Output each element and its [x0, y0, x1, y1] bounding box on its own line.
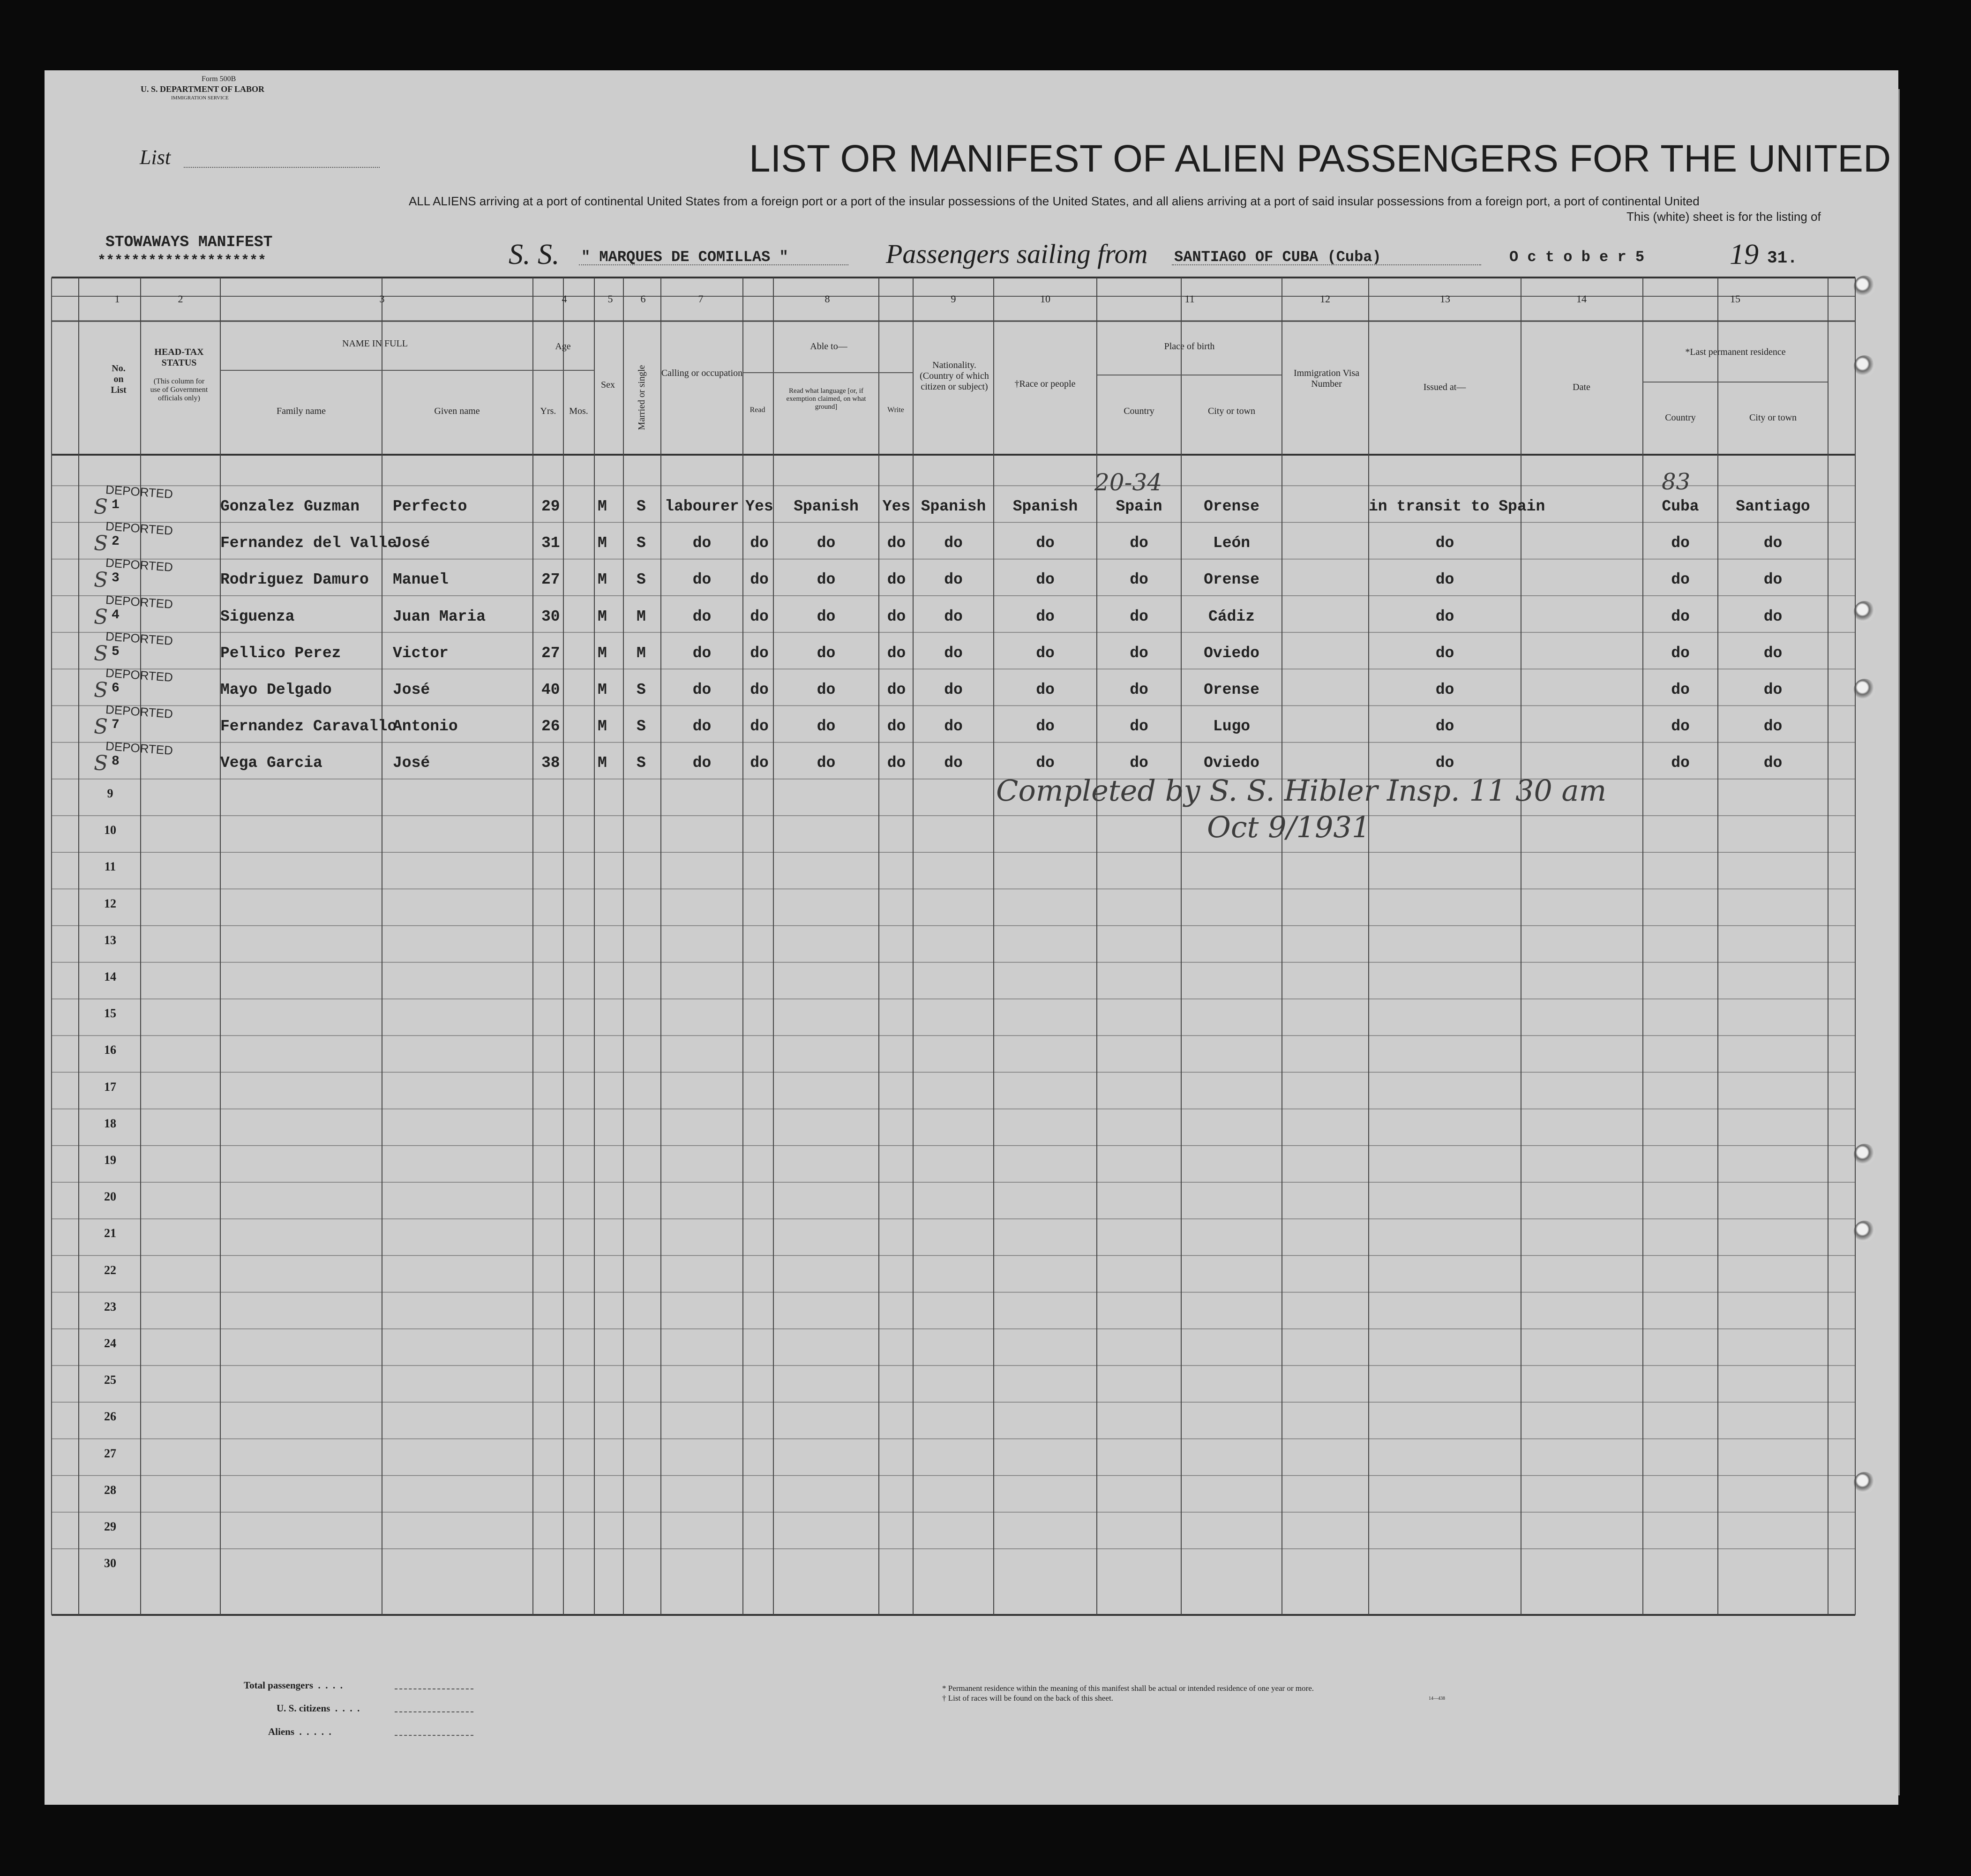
- row-number: 17: [104, 1080, 116, 1094]
- completed-date-note: Oct 9/1931: [1207, 810, 1371, 844]
- row-number: 2: [112, 534, 120, 549]
- column-number: 7: [698, 293, 704, 305]
- cell-res-country: do: [1671, 571, 1690, 589]
- cell-given: Antonio: [393, 718, 458, 735]
- header-nationality: Nationality. (Country of which citizen or subject): [920, 360, 989, 392]
- row-number: 6: [112, 681, 120, 696]
- cell-read: do: [750, 644, 769, 662]
- column-number: 14: [1576, 293, 1587, 305]
- cell-write: do: [887, 644, 906, 662]
- cell-ms: S: [637, 571, 646, 589]
- header-date: Date: [1573, 382, 1590, 392]
- cell-occupation: do: [692, 681, 712, 698]
- handwritten-mark: S: [94, 751, 108, 776]
- cell-write: do: [887, 608, 906, 625]
- cell-family: Fernandez Caravallo: [220, 718, 397, 735]
- cell-family: Fernandez del Valle: [220, 534, 397, 552]
- column-number: 4: [562, 293, 567, 305]
- cell-occupation: do: [692, 534, 712, 552]
- cell-language: do: [817, 608, 836, 625]
- header-sex: Sex: [601, 380, 615, 390]
- header-age: Age: [555, 341, 571, 352]
- departure-date: O c t o b e r 5: [1509, 248, 1645, 266]
- cell-language: do: [817, 534, 836, 552]
- column-number: 13: [1440, 293, 1450, 305]
- deported-stamp: DEPORTED: [105, 555, 173, 575]
- cell-nationality: do: [944, 608, 963, 625]
- row-number: 5: [112, 644, 120, 659]
- deported-stamp: DEPORTED: [105, 702, 173, 721]
- cell-read: do: [750, 681, 769, 698]
- row-number: 28: [104, 1483, 116, 1497]
- cell-read: do: [750, 571, 769, 589]
- cell-sex: M: [598, 754, 607, 772]
- handwritten-note: 83: [1662, 469, 1691, 495]
- column-number: 1: [114, 293, 120, 305]
- cell-race: Spanish: [1012, 498, 1078, 515]
- header-calling: Calling or occupation: [661, 368, 743, 378]
- header-given-name: Given name: [434, 406, 480, 416]
- cell-res-city: do: [1763, 718, 1783, 735]
- cell-city: Lugo: [1213, 718, 1251, 735]
- row-number: 23: [104, 1299, 116, 1313]
- cell-country: Spain: [1116, 498, 1162, 515]
- manifest-title: LIST OR MANIFEST OF ALIEN PASSENGERS FOR THE UNITED: [749, 137, 1891, 180]
- cell-write: do: [887, 754, 906, 772]
- cell-country: do: [1130, 644, 1148, 662]
- row-number: 22: [104, 1263, 116, 1277]
- cell-read: Yes: [745, 498, 773, 515]
- deported-stamp: DEPORTED: [105, 592, 173, 611]
- row-number: 14: [104, 970, 116, 983]
- row-number: 29: [104, 1520, 116, 1533]
- row-number: 1: [112, 498, 120, 512]
- row-number: 21: [104, 1226, 116, 1240]
- row-number: 12: [104, 896, 116, 910]
- header-no-on-list: No. on List: [111, 363, 127, 395]
- row-number: 19: [104, 1153, 116, 1167]
- cell-city: Orense: [1204, 681, 1259, 698]
- cell-res-country: Cuba: [1662, 498, 1699, 515]
- header-visa-number: Immigration Visa Number: [1293, 368, 1360, 389]
- cell-sex: M: [598, 608, 607, 625]
- handwritten-mark: S: [94, 715, 108, 739]
- cell-race: do: [1036, 754, 1055, 772]
- cell-race: do: [1036, 534, 1055, 552]
- cell-occupation: labourer: [665, 498, 739, 515]
- cell-race: do: [1036, 681, 1055, 698]
- handwritten-mark: S: [94, 678, 108, 702]
- header-place-of-birth: Place of birth: [1164, 341, 1215, 352]
- header-read-what: Read what language [or, if exemption claimed, on what ground]: [786, 387, 866, 411]
- row-number: 8: [112, 754, 120, 769]
- row-number: 26: [104, 1410, 116, 1424]
- cell-yrs: 40: [541, 681, 560, 698]
- cell-ms: M: [637, 644, 646, 662]
- completed-by-note: Completed by S. S. Hibler Insp. 11 30 am: [996, 773, 1607, 808]
- cell-read: do: [750, 608, 769, 625]
- list-number-line: [184, 167, 380, 168]
- header-able-to: Able to—: [810, 341, 847, 352]
- cell-nationality: do: [944, 681, 963, 698]
- footer-aliens: Aliens . . . . .: [268, 1726, 331, 1737]
- footer-line: [395, 1688, 473, 1689]
- cell-sex: M: [598, 534, 607, 552]
- header-issued-at: Issued at—: [1423, 382, 1466, 392]
- cell-res-city: do: [1763, 644, 1783, 662]
- manifest-subtitle: ALL ALIENS arriving at a port of continental United States from a foreign port or a port of the insular possessions of the United States, and all aliens arriving at a port of said insular possessions from a foreign port, a port of continental United: [409, 194, 1700, 208]
- cell-country: do: [1130, 534, 1148, 552]
- department-label: U. S. DEPARTMENT OF LABOR: [141, 84, 265, 94]
- cell-country: do: [1130, 718, 1148, 735]
- deported-stamp: DEPORTED: [105, 519, 173, 538]
- cell-family: Siguenza: [220, 608, 295, 625]
- cell-ms: S: [637, 498, 646, 515]
- cell-issued: in transit to Spain: [1369, 498, 1545, 515]
- row-number: 10: [104, 823, 116, 837]
- cell-res-country: do: [1671, 608, 1690, 625]
- column-number: 6: [640, 293, 646, 305]
- handwritten-mark: S: [94, 495, 108, 519]
- cell-issued: do: [1435, 754, 1454, 772]
- cell-given: Victor: [393, 644, 449, 662]
- cell-issued: do: [1435, 681, 1454, 698]
- header-family-name: Family name: [277, 406, 326, 416]
- cell-occupation: do: [692, 571, 712, 589]
- row-number: 16: [104, 1043, 116, 1057]
- cell-occupation: do: [692, 754, 712, 772]
- header-residence-country: Country: [1665, 413, 1696, 423]
- cell-city: Oviedo: [1204, 644, 1259, 662]
- cell-family: Mayo Delgado: [220, 681, 332, 698]
- cell-read: do: [750, 534, 769, 552]
- cell-issued: do: [1435, 534, 1454, 552]
- cell-res-city: do: [1763, 608, 1783, 625]
- row-number: 4: [112, 608, 120, 623]
- cell-res-country: do: [1671, 644, 1690, 662]
- cell-given: José: [393, 534, 430, 552]
- deported-stamp: DEPORTED: [105, 739, 173, 758]
- cell-res-country: do: [1671, 534, 1690, 552]
- cell-res-country: do: [1671, 718, 1690, 735]
- cell-nationality: Spanish: [921, 498, 986, 515]
- column-number: 8: [824, 293, 830, 305]
- deported-stamp: DEPORTED: [105, 666, 173, 684]
- cell-write: do: [887, 718, 906, 735]
- cell-given: José: [393, 681, 430, 698]
- cell-country: do: [1130, 608, 1148, 625]
- cell-nationality: do: [944, 644, 963, 662]
- header-head-tax: HEAD-TAX STATUS: [154, 347, 204, 368]
- cell-nationality: do: [944, 571, 963, 589]
- header-read: Read: [749, 406, 765, 414]
- column-number: 5: [607, 293, 613, 305]
- column-number: 10: [1040, 293, 1050, 305]
- cell-country: do: [1130, 754, 1148, 772]
- cell-sex: M: [598, 498, 607, 515]
- header-married: Married or single: [637, 365, 647, 430]
- cell-city: Orense: [1204, 498, 1259, 515]
- cell-sex: M: [598, 718, 607, 735]
- service-label: IMMIGRATION SERVICE: [171, 95, 229, 101]
- column-number: 12: [1320, 293, 1330, 305]
- cell-sex: M: [598, 571, 607, 589]
- cell-write: do: [887, 681, 906, 698]
- header-head-tax-note: (This column for use of Government officials only): [150, 377, 208, 402]
- cell-language: do: [817, 681, 836, 698]
- year-suffix: 31.: [1767, 248, 1798, 268]
- cell-yrs: 26: [541, 718, 560, 735]
- cell-language: do: [817, 754, 836, 772]
- cell-read: do: [750, 754, 769, 772]
- header-birth-country: Country: [1124, 406, 1154, 416]
- cell-ms: S: [637, 718, 646, 735]
- cell-occupation: do: [692, 644, 712, 662]
- column-number: 3: [379, 293, 385, 305]
- cell-write: Yes: [882, 498, 911, 515]
- column-number: 9: [951, 293, 956, 305]
- column-number: 2: [178, 293, 183, 305]
- form-code: 14—438: [1429, 1696, 1445, 1701]
- handwritten-mark: S: [94, 641, 108, 666]
- cell-family: Pellico Perez: [220, 644, 341, 662]
- footer-line: [395, 1711, 473, 1712]
- row-number: 20: [104, 1190, 116, 1204]
- column-number: 11: [1184, 293, 1195, 305]
- footnote-races: † List of races will be found on the back of this sheet.: [942, 1694, 1113, 1703]
- row-number: 15: [104, 1006, 116, 1021]
- cell-family: Vega Garcia: [220, 754, 322, 772]
- cell-yrs: 27: [541, 644, 560, 662]
- cell-yrs: 31: [541, 534, 560, 552]
- cell-nationality: do: [944, 718, 963, 735]
- cell-res-city: do: [1763, 754, 1783, 772]
- cell-occupation: do: [692, 718, 712, 735]
- row-number: 3: [112, 571, 120, 586]
- cell-ms: M: [637, 608, 646, 625]
- cell-res-country: do: [1671, 754, 1690, 772]
- cell-sex: M: [598, 644, 607, 662]
- column-number: 15: [1730, 293, 1740, 305]
- cell-race: do: [1036, 718, 1055, 735]
- cell-sex: M: [598, 681, 607, 698]
- header-yrs: Yrs.: [540, 406, 556, 416]
- cell-res-city: do: [1763, 571, 1783, 589]
- row-number: 13: [104, 933, 116, 947]
- footer-line: [395, 1735, 473, 1736]
- deported-stamp: DEPORTED: [105, 629, 173, 648]
- header-birth-city: City or town: [1207, 406, 1256, 416]
- form-number: Form 500B: [202, 75, 236, 83]
- cell-city: Cádiz: [1208, 608, 1255, 625]
- cell-occupation: do: [692, 608, 712, 625]
- cell-write: do: [887, 534, 906, 552]
- cell-read: do: [750, 718, 769, 735]
- ship-name-line: [579, 264, 848, 265]
- cell-ms: S: [637, 754, 646, 772]
- stowaways-manifest-label: STOWAWAYS MANIFEST: [105, 233, 273, 251]
- handwritten-note: 20-34: [1094, 469, 1162, 496]
- row-number: 7: [112, 718, 120, 733]
- row-number: 30: [104, 1556, 116, 1570]
- cell-res-country: do: [1671, 681, 1690, 698]
- cell-given: José: [393, 754, 430, 772]
- cell-ms: S: [637, 534, 646, 552]
- row-number: 27: [104, 1446, 116, 1460]
- cell-race: do: [1036, 571, 1055, 589]
- cell-family: Gonzalez Guzman: [220, 498, 360, 515]
- cell-issued: do: [1435, 718, 1454, 735]
- cell-nationality: do: [944, 754, 963, 772]
- departure-port-line: [1172, 264, 1481, 265]
- handwritten-mark: S: [94, 605, 108, 629]
- cell-given: Manuel: [393, 571, 449, 589]
- header-write: Write: [887, 406, 904, 414]
- header-name-in-full: NAME IN FULL: [342, 338, 408, 349]
- cell-language: do: [817, 718, 836, 735]
- list-label: List: [140, 146, 171, 169]
- cell-language: do: [817, 644, 836, 662]
- year-prefix: 19: [1730, 239, 1759, 270]
- ss-label: S. S.: [509, 239, 560, 270]
- cell-yrs: 27: [541, 571, 560, 589]
- row-number: 18: [104, 1116, 116, 1130]
- cell-race: do: [1036, 644, 1055, 662]
- cell-city: Orense: [1204, 571, 1259, 589]
- cell-nationality: do: [944, 534, 963, 552]
- row-number: 11: [104, 860, 116, 874]
- sailing-from-label: Passengers sailing from: [886, 239, 1148, 269]
- header-mos: Mos.: [569, 406, 588, 416]
- header-race: †Race or people: [1014, 379, 1076, 389]
- cell-yrs: 30: [541, 608, 560, 625]
- cell-city: Oviedo: [1204, 754, 1259, 772]
- cell-country: do: [1130, 571, 1148, 589]
- footer-us-citizens: U. S. citizens . . . .: [277, 1703, 360, 1714]
- row-number: 24: [104, 1336, 116, 1350]
- row-number: 25: [104, 1373, 116, 1387]
- departure-port: SANTIAGO OF CUBA (Cuba): [1174, 248, 1381, 266]
- stowaways-underline-stars: ********************: [97, 253, 267, 269]
- manifest-subtitle-2: This (white) sheet is for the listing of: [1626, 210, 1821, 224]
- cell-city: León: [1213, 534, 1251, 552]
- cell-ms: S: [637, 681, 646, 698]
- footnote-residence: * Permanent residence within the meaning of this manifest shall be actual or intended residence of one year or more.: [942, 1684, 1314, 1693]
- cell-family: Rodriguez Damuro: [220, 571, 369, 589]
- cell-res-city: Santiago: [1736, 498, 1810, 515]
- row-number: 9: [107, 787, 113, 800]
- header-residence-city: City or town: [1749, 413, 1797, 423]
- cell-language: Spanish: [794, 498, 859, 515]
- cell-issued: do: [1435, 644, 1454, 662]
- cell-country: do: [1130, 681, 1148, 698]
- cell-issued: do: [1435, 571, 1454, 589]
- cell-race: do: [1036, 608, 1055, 625]
- cell-given: Juan Maria: [393, 608, 486, 625]
- cell-res-city: do: [1763, 681, 1783, 698]
- cell-res-city: do: [1763, 534, 1783, 552]
- cell-yrs: 29: [541, 498, 560, 515]
- header-last-residence: *Last permanent residence: [1685, 347, 1786, 357]
- footer-total-passengers: Total passengers . . . .: [244, 1680, 343, 1691]
- cell-given: Perfecto: [393, 498, 467, 515]
- handwritten-mark: S: [94, 568, 108, 593]
- cell-write: do: [887, 571, 906, 589]
- deported-stamp: DEPORTED: [105, 482, 173, 501]
- cell-yrs: 38: [541, 754, 560, 772]
- cell-language: do: [817, 571, 836, 589]
- ship-name: " MARQUES DE COMILLAS ": [581, 248, 788, 266]
- handwritten-mark: S: [94, 532, 108, 556]
- cell-issued: do: [1435, 608, 1454, 625]
